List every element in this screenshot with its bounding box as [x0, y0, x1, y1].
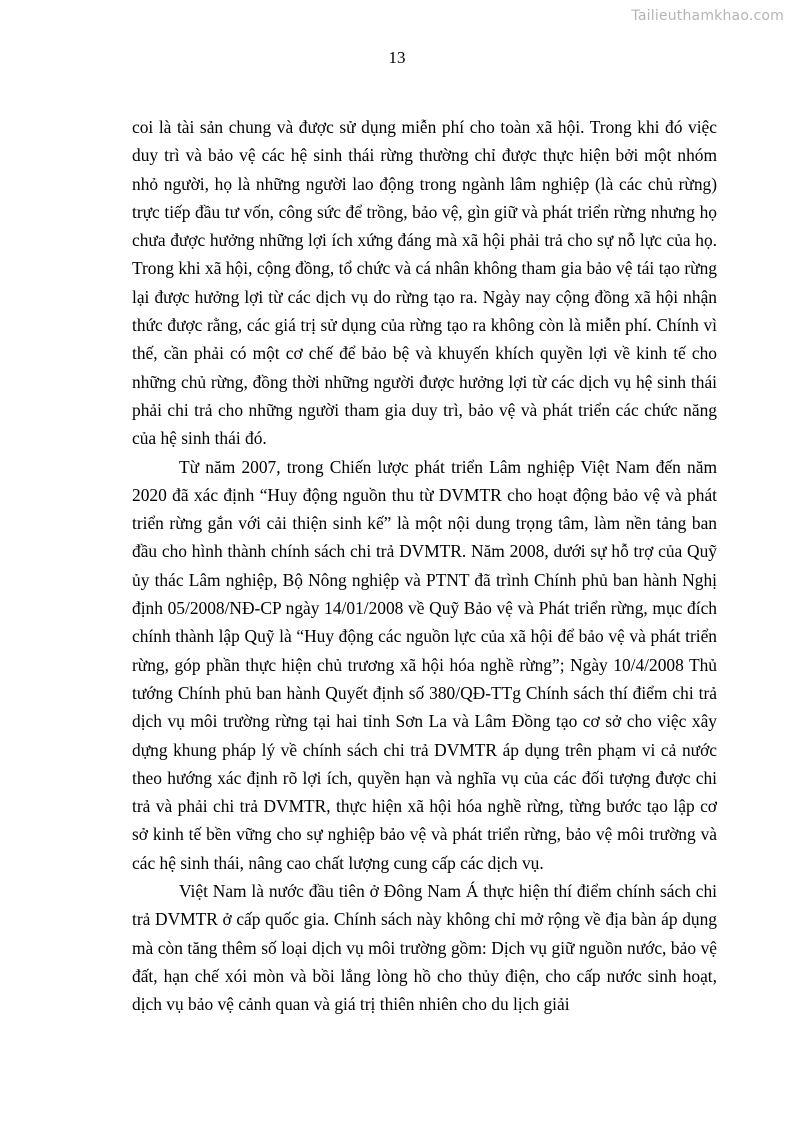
- page-number: 13: [388, 48, 406, 67]
- paragraph-3: Việt Nam là nước đầu tiên ở Đông Nam Á thực hiện thí điểm chính sách chi trả DVMTR ở cấp quốc gia. Chính sách này không chỉ mở rộng về địa bàn áp dụng mà còn tăng thêm số loại dịch vụ môi trường gồm: Dịch vụ giữ nguồn nước, bảo vệ đất, hạn chế xói mòn và bồi lắng lòng hồ cho thủy điện, cho cấp nước sinh hoạt, dịch vụ bảo vệ cảnh quan và giá trị thiên nhiên cho du lịch giải: [132, 881, 717, 1015]
- document-body: [132, 113, 717, 1019]
- paragraph-2: Từ năm 2007, trong Chiến lược phát triển Lâm nghiệp Việt Nam đến năm 2020 đã xác định “Huy động nguồn thu từ DVMTR cho hoạt động bảo vệ và phát triển rừng gắn với cải thiện sinh kế” là một nội dung trọng tâm, làm nền tảng ban đầu cho hình thành chính sách chi trả DVMTR. Năm 2008, dưới sự hỗ trợ của Quỹ ủy thác Lâm nghiệp, Bộ Nông nghiệp và PTNT đã trình Chính phủ ban hành Nghị định 05/2008/NĐ-CP ngày 14/01/2008 về Quỹ Bảo vệ và Phát triển rừng, mục đích chính thành lập Quỹ là “Huy động các nguồn lực của xã hội để bảo vệ và phát triển rừng, góp phần thực hiện chủ trương xã hội hóa nghề rừng”; Ngày 10/4/2008 Thủ tướng Chính phủ ban hành Quyết định số 380/QĐ-TTg Chính sách thí điểm chi trả dịch vụ môi trường rừng tại hai tỉnh Sơn La và Lâm Đồng tạo cơ sở cho việc xây dựng khung pháp lý về chính sách chi trả DVMTR áp dụng trên phạm vi cả nước theo hướng xác định rõ lợi ích, quyền hạn và nghĩa vụ của các đối tượng được chi trả và phải chi trả DVMTR, thực hiện xã hội hóa nghề rừng, từng bước tạo lập cơ sở kinh tế bền vững cho sự nghiệp bảo vệ và phát triển rừng, bảo vệ môi trường và các hệ sinh thái, nâng cao chất lượng cung cấp các dịch vụ.: [132, 456, 717, 873]
- watermark: Tailieuthamkhao.com: [631, 8, 784, 24]
- paragraph-1: coi là tài sản chung và được sử dụng miễn phí cho toàn xã hội. Trong khi đó việc duy trì và bảo vệ các hệ sinh thái rừng thường chỉ được thực hiện bởi một nhóm nhỏ người, họ là những người lao động trong ngành lâm nghiệp (là các chủ rừng) trực tiếp đầu tư vốn, công sức để trồng, bảo vệ, gìn giữ và phát triển rừng nhưng họ chưa được hưởng những lợi ích xứng đáng mà xã hội phải trả cho sự nỗ lực của họ. Trong khi xã hội, cộng đồng, tổ chức và cá nhân không tham gia bảo vệ tái tạo rừng lại được hưởng lợi từ các dịch vụ do rừng tạo ra. Ngày nay cộng đồng xã hội nhận thức được rằng, các giá trị sử dụng của rừng tạo ra không còn là miễn phí. Chính vì thế, cần phải có một cơ chế để bảo bệ và khuyến khích quyền lợi về kinh tế cho những chủ rừng, đồng thời những người được hưởng lợi từ các dịch vụ hệ sinh thái phải chi trả cho những người tham gia duy trì, bảo vệ và phát triển các chức năng của hệ sinh thái đó.: [132, 117, 717, 449]
